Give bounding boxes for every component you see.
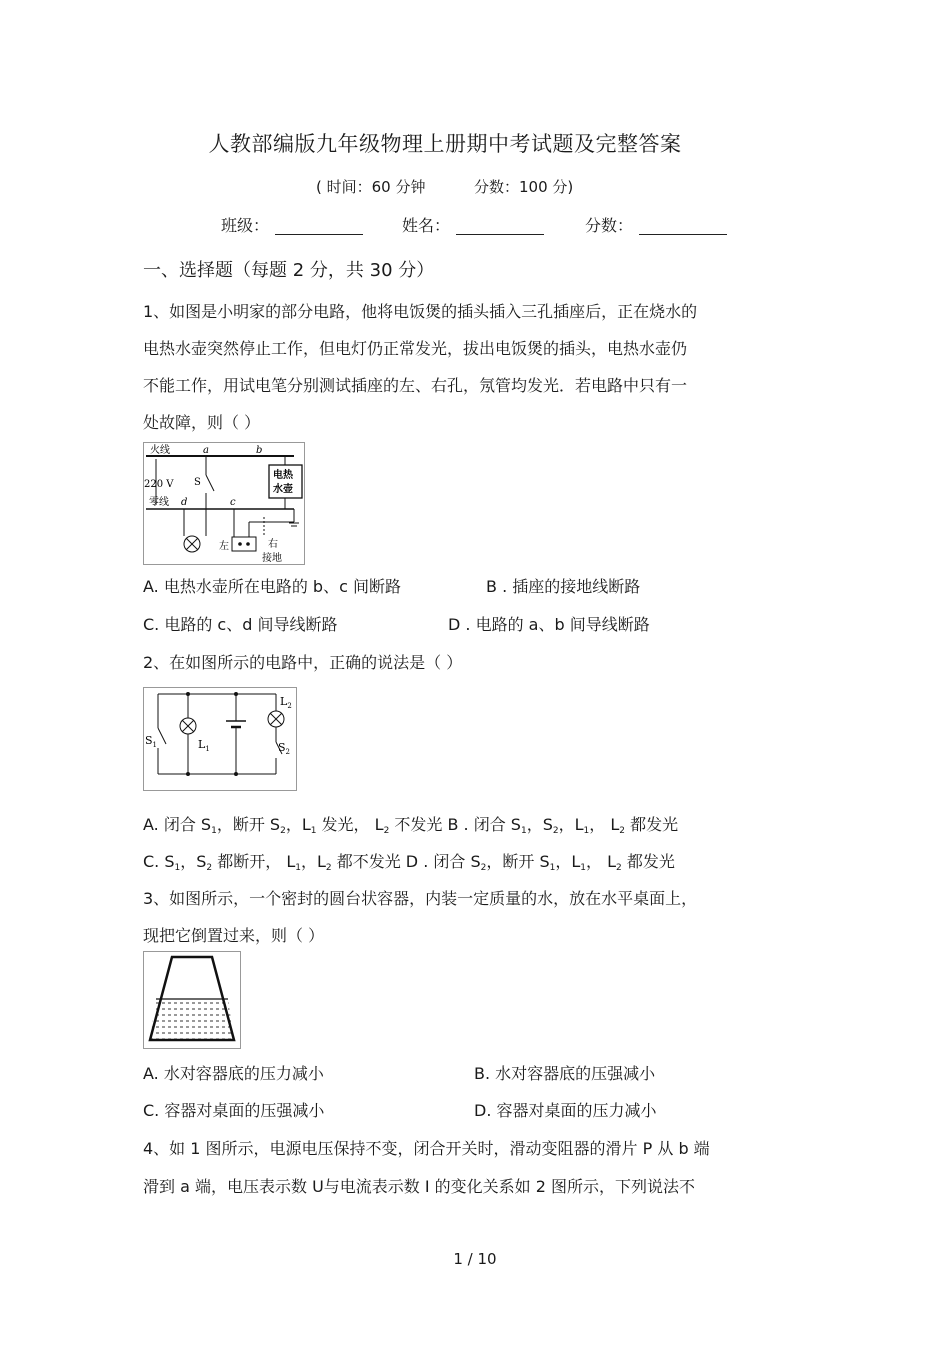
point-d-label: d	[181, 497, 188, 508]
class-field	[221, 213, 363, 236]
q3-option-b: B. 水对容器底的压强减小	[474, 1064, 656, 1083]
score-label: 分数：	[585, 216, 634, 235]
name-field	[402, 213, 544, 236]
kettle-label-1: 电热	[273, 470, 293, 481]
live-wire-label: 火线	[150, 445, 170, 456]
q2-options-c-d: C. $S_1$，$S_2$ 都断开， $L_1$，$L_2$ 都不发光 D . 闭合 $S_2$，断开 $S_1$，$L_1$， $L_2$ 都发光	[143, 852, 675, 873]
l2-label: $L_2$	[280, 695, 292, 710]
class-label: 班级：	[221, 216, 270, 235]
point-b-label: b	[256, 445, 263, 456]
q4-line-1: 4、如 1 图所示，电源电压保持不变，闭合开关时，滑动变阻器的滑片 P 从 b 端	[143, 1139, 710, 1158]
q1-line-1: 1、如图是小明家的部分电路，他将电饭煲的插头插入三孔插座后，正在烧水的	[143, 302, 698, 321]
q2-stem: 2、在如图所示的电路中，正确的说法是（ ）	[143, 653, 463, 672]
q2-options-a-b: A. 闭合 $S_1$，断开 $S_2$，$L_1$ 发光， $L_2$ 不发光 B . 闭合 $S_1$，$S_2$，$L_1$， $L_2$ 都发光	[143, 815, 679, 836]
socket-right-label: 右	[268, 539, 278, 550]
l1-label: $L_1$	[198, 738, 210, 753]
neutral-wire-label: 零线	[149, 497, 169, 508]
document-title: 人教部编版九年级物理上册期中考试题及完整答案	[208, 132, 682, 156]
class-blank	[275, 216, 363, 235]
q1-option-b: B . 插座的接地线断路	[486, 577, 641, 596]
q3-container-figure	[143, 951, 241, 1049]
q1-option-a: A. 电热水壶所在电路的 b、c 间断路	[143, 577, 401, 596]
q4-line-2: 滑到 a 端，电压表示数 U与电流表示数 I 的变化关系如 2 图所示，下列说法不	[143, 1177, 696, 1196]
q1-option-c: C. 电路的 c、d 间导线断路	[143, 615, 338, 634]
exam-total-score: 分数：100 分)	[474, 178, 574, 196]
s2-label: $S_2$	[278, 741, 291, 756]
q3-frustum-container	[144, 952, 240, 1048]
page-number: 1 / 10	[453, 1250, 497, 1268]
q1-circuit-figure	[143, 442, 305, 565]
q2-circuit-figure	[143, 687, 297, 791]
q1-option-d: D . 电路的 a、b 间导线断路	[448, 615, 650, 634]
switch-s-label: S	[194, 477, 201, 488]
q3-option-c: C. 容器对桌面的压强减小	[143, 1101, 325, 1120]
point-c-label: c	[230, 497, 236, 508]
name-blank	[456, 216, 544, 235]
q1-circuit-diagram	[144, 443, 304, 564]
point-a-label: a	[203, 445, 209, 456]
voltage-label: 220 V	[144, 479, 174, 490]
q3-option-d: D. 容器对桌面的压力减小	[474, 1101, 657, 1120]
q2-circuit-diagram	[144, 688, 296, 790]
q1-line-2: 电热水壶突然停止工作，但电灯仍正常发光，拔出电饭煲的插头，电热水壶仍	[143, 339, 688, 358]
exam-time: ( 时间：60 分钟	[316, 178, 426, 196]
q3-line-1: 3、如图所示，一个密封的圆台状容器，内装一定质量的水，放在水平桌面上，	[143, 889, 698, 908]
q1-line-4: 处故障，则（ ）	[143, 413, 261, 432]
q3-line-2: 现把它倒置过来，则（ ）	[143, 926, 325, 945]
name-label: 姓名：	[402, 216, 451, 235]
score-field	[585, 213, 727, 236]
q3-option-a: A. 水对容器底的压力减小	[143, 1064, 324, 1083]
ground-label: 接地	[262, 553, 282, 564]
q1-line-3: 不能工作，用试电笔分别测试插座的左、右孔，氖管均发光．若电路中只有一	[143, 376, 688, 395]
s1-label: $S_1$	[145, 734, 158, 749]
section-heading: 一、选择题（每题 2 分，共 30 分）	[143, 260, 435, 281]
kettle-label-2: 水壶	[273, 484, 293, 495]
score-blank	[639, 216, 727, 235]
socket-left-label: 左	[219, 541, 229, 552]
